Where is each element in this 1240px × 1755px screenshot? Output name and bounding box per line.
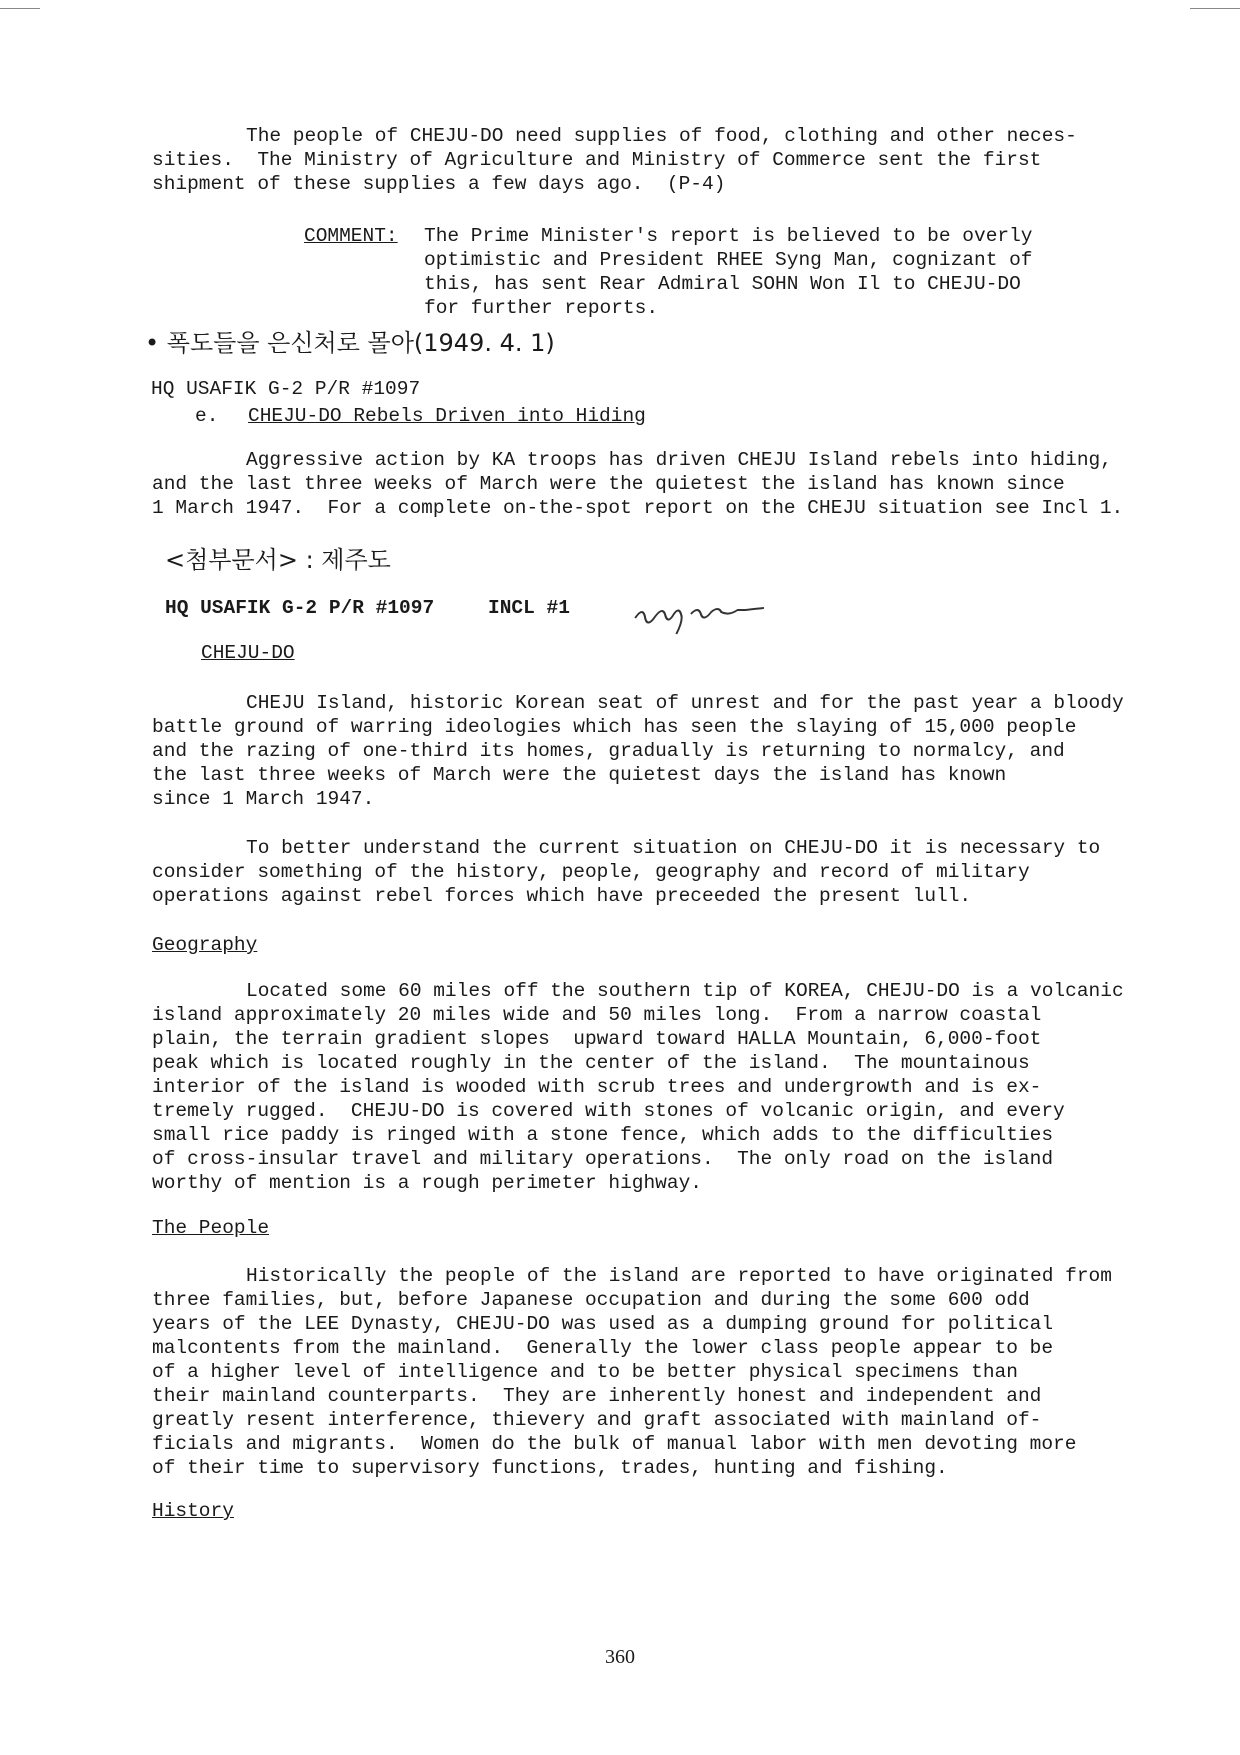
item-letter: e. bbox=[195, 405, 219, 427]
text-line: years of the LEE Dynasty, CHEJU-DO was used as a dumping ground for political bbox=[152, 1313, 1054, 1335]
people-paragraph bbox=[152, 1264, 1112, 1480]
inclosure-number: INCL #1 bbox=[488, 597, 570, 619]
text-line: To better understand the current situation on CHEJU-DO it is necessary to bbox=[246, 837, 1101, 859]
attachment-title: CHEJU-DO bbox=[201, 642, 295, 664]
text-line: peak which is located roughly in the center of the island. The mountainous bbox=[152, 1052, 1030, 1074]
text-line: worthy of mention is a rough perimeter highway. bbox=[152, 1172, 702, 1194]
text-line: and the last three weeks of March were the quietest the island has known since bbox=[152, 473, 1065, 495]
scan-edge-mark bbox=[0, 8, 40, 9]
geography-paragraph bbox=[152, 979, 1124, 1195]
comment-label: COMMENT: bbox=[304, 225, 398, 247]
text-line: for further reports. bbox=[424, 297, 659, 319]
text-line: the last three weeks of March were the quietest days the island has known bbox=[152, 764, 1007, 786]
text-line: three families, but, before Japanese occupation and during the some 600 odd bbox=[152, 1289, 1030, 1311]
text-line: optimistic and President RHEE Syng Man, cognizant of bbox=[424, 249, 1033, 271]
scan-edge-mark bbox=[1190, 8, 1240, 9]
text-line: sities. The Ministry of Agriculture and Ministry of Commerce sent the first bbox=[152, 149, 1042, 171]
item-title: CHEJU-DO Rebels Driven into Hiding bbox=[248, 405, 646, 427]
geography-heading: Geography bbox=[152, 934, 258, 956]
text-line: and the razing of one-third its homes, gradually is returning to normalcy, and bbox=[152, 740, 1065, 762]
text-line: ficials and migrants. Women do the bulk of manual labor with men devoting more bbox=[152, 1433, 1077, 1455]
people-heading: The People bbox=[152, 1217, 270, 1239]
text-line: interior of the island is wooded with scrub trees and undergrowth and is ex- bbox=[152, 1076, 1042, 1098]
text-line: 1 March 1947. For a complete on-the-spot report on the CHEJU situation see Incl 1. bbox=[152, 497, 1124, 519]
text-line: battle ground of warring ideologies which has seen the slaying of 15,000 people bbox=[152, 716, 1077, 738]
text-line: island approximately 20 miles wide and 50 miles long. From a narrow coastal bbox=[152, 1004, 1042, 1026]
handwritten-signature bbox=[626, 596, 804, 642]
text-line: operations against rebel forces which have preceeded the present lull. bbox=[152, 885, 972, 907]
korean-section-heading: • 폭도들을 은신처로 몰아(1949. 4. 1) bbox=[145, 329, 555, 357]
attachment-paragraph-1 bbox=[152, 691, 1124, 811]
text-line: since 1 March 1947. bbox=[152, 788, 375, 810]
text-line: of a higher level of intelligence and to be better physical specimens than bbox=[152, 1361, 1018, 1383]
history-heading: History bbox=[152, 1500, 234, 1522]
text-line: shipment of these supplies a few days ago. (P-4) bbox=[152, 173, 726, 195]
text-line: The people of CHEJU-DO need supplies of food, clothing and other neces- bbox=[246, 125, 1077, 147]
text-line: consider something of the history, people, geography and record of military bbox=[152, 861, 1030, 883]
intro-paragraph bbox=[152, 124, 1077, 196]
text-line: small rice paddy is ringed with a stone fence, which adds to the difficulties bbox=[152, 1124, 1054, 1146]
report-source: HQ USAFIK G-2 P/R #1097 bbox=[151, 378, 421, 400]
comment-text bbox=[424, 224, 1033, 320]
text-line: The Prime Minister's report is believed to be overly bbox=[424, 225, 1033, 247]
text-line: tremely rugged. CHEJU-DO is covered with stones of volcanic origin, and every bbox=[152, 1100, 1065, 1122]
text-line: greatly resent interference, thievery and graft associated with mainland of- bbox=[152, 1409, 1042, 1431]
attachment-source: HQ USAFIK G-2 P/R #1097 bbox=[165, 597, 435, 619]
text-line: Historically the people of the island are reported to have originated from bbox=[246, 1265, 1112, 1287]
text-line: CHEJU Island, historic Korean seat of unrest and for the past year a bloody bbox=[246, 692, 1124, 714]
page-number: 360 bbox=[605, 1646, 635, 1668]
text-line: plain, the terrain gradient slopes upward toward HALLA Mountain, 6,000-foot bbox=[152, 1028, 1042, 1050]
section1-paragraph bbox=[152, 448, 1123, 520]
text-line: of cross-insular travel and military operations. The only road on the island bbox=[152, 1148, 1054, 1170]
text-line: malcontents from the mainland. Generally the lower class people appear to be bbox=[152, 1337, 1054, 1359]
text-line: their mainland counterparts. They are inherently honest and independent and bbox=[152, 1385, 1042, 1407]
attachment-heading: <첨부문서> : 제주도 bbox=[165, 546, 391, 574]
text-line: of their time to supervisory functions, trades, hunting and fishing. bbox=[152, 1457, 948, 1479]
text-line: Aggressive action by KA troops has driven CHEJU Island rebels into hiding, bbox=[246, 449, 1112, 471]
text-line: this, has sent Rear Admiral SOHN Won Il to CHEJU-DO bbox=[424, 273, 1021, 295]
text-line: Located some 60 miles off the southern tip of KOREA, CHEJU-DO is a volcanic bbox=[246, 980, 1124, 1002]
attachment-paragraph-2 bbox=[152, 836, 1100, 908]
